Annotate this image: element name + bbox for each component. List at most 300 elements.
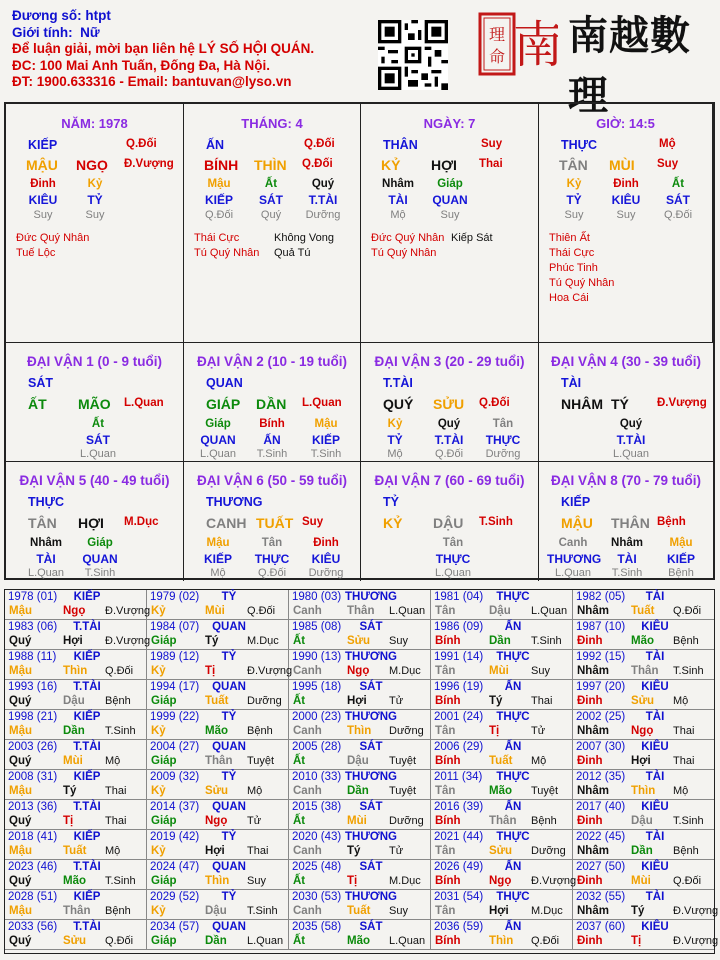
year-label: 2037 (60) xyxy=(576,921,626,933)
year-state: M.Dục xyxy=(247,635,279,647)
year-label: 2012 (35) xyxy=(576,771,626,783)
year-chi: Hợi xyxy=(63,635,83,647)
year-star: KIÊU xyxy=(641,861,669,873)
shen-sha-good: Đức Quý Nhân xyxy=(16,232,90,244)
year-state: Thai xyxy=(673,725,695,737)
year-star: T.TÀI xyxy=(73,741,101,753)
year-star: T.TÀI xyxy=(73,621,101,633)
red-seal xyxy=(478,10,558,78)
year-chi: Dậu xyxy=(489,605,511,617)
year-state: Dưỡng xyxy=(389,725,424,737)
year-star: KIÊU xyxy=(641,681,669,693)
dai-van-title: ĐẠI VẬN 3 (20 - 29 tuổi) xyxy=(374,354,525,369)
year-state: Mộ xyxy=(531,755,547,767)
dai-van-chi: MÃO xyxy=(78,396,111,412)
year-cell xyxy=(147,770,289,800)
owner-name: Đương số: htpt xyxy=(12,8,111,23)
year-state: Tuyệt xyxy=(389,785,417,797)
year-cell xyxy=(289,710,431,740)
year-star: SÁT xyxy=(359,801,383,813)
svg-text:理: 理 xyxy=(488,25,506,44)
hidden-star: THƯƠNG xyxy=(547,552,602,566)
year-cell xyxy=(573,740,714,770)
year-cell xyxy=(431,890,573,920)
year-star: TỶ xyxy=(221,711,237,723)
year-star: QUAN xyxy=(212,921,246,933)
hidden-star: KIẾP xyxy=(666,552,695,566)
year-star: TÀI xyxy=(645,711,665,723)
year-cell xyxy=(431,740,573,770)
shen-sha-good: Hoa Cái xyxy=(549,292,589,304)
pillar-can: MẬU xyxy=(26,157,58,173)
hidden-state: T.Sinh xyxy=(611,567,643,579)
year-label: 1982 (05) xyxy=(576,591,626,603)
year-chi: Dậu xyxy=(347,755,369,767)
year-star: THƯƠNG xyxy=(345,771,397,783)
year-chi: Sửu xyxy=(489,845,513,857)
hidden-can: Mậu xyxy=(207,178,231,190)
year-chi: Tý xyxy=(631,905,645,917)
year-star: TỶ xyxy=(221,591,237,603)
year-star: QUAN xyxy=(212,861,246,873)
year-cell xyxy=(5,740,147,770)
hidden-state: Suy xyxy=(440,209,460,221)
year-label: 1978 (01) xyxy=(8,591,58,603)
year-chi: Mùi xyxy=(63,755,83,767)
year-label: 2019 (42) xyxy=(150,831,200,843)
pillar-star-state: Q.Đối xyxy=(304,138,335,150)
year-state: Tử xyxy=(389,695,404,707)
hidden-star: T.TÀI xyxy=(434,433,464,447)
year-chi: Mão xyxy=(631,635,654,647)
hidden-state: Q.Đối xyxy=(257,567,287,579)
dai-van-star: KIẾP xyxy=(561,495,591,509)
year-can: Quý xyxy=(9,875,32,887)
dai-van-star: T.TÀI xyxy=(383,376,413,390)
year-label: 2004 (27) xyxy=(150,741,200,753)
year-label: 2016 (39) xyxy=(434,801,484,813)
year-state: Mộ xyxy=(105,845,121,857)
dai-van-can: KỶ xyxy=(383,515,403,531)
hidden-can: Tân xyxy=(261,537,283,549)
dai-van-state: L.Quan xyxy=(302,397,342,409)
year-can: Giáp xyxy=(151,755,177,767)
year-chi: Dậu xyxy=(63,695,85,707)
year-label: 1989 (12) xyxy=(150,651,200,663)
shen-sha-good: Thái Cực xyxy=(549,247,595,259)
pillar-main-star: KIẾP xyxy=(28,138,58,152)
year-label: 2015 (38) xyxy=(292,801,342,813)
year-star: ẤN xyxy=(504,921,522,933)
year-chi: Mùi xyxy=(347,815,367,827)
year-star: KIÊU xyxy=(641,801,669,813)
year-star: ẤN xyxy=(504,741,522,753)
year-state: Q.Đối xyxy=(247,605,276,617)
dai-van-can: ẤT xyxy=(28,396,47,412)
hidden-star: KIÊU xyxy=(28,193,58,207)
hidden-star: KIÊU xyxy=(311,552,341,566)
year-label: 2018 (41) xyxy=(8,831,58,843)
year-star: TỶ xyxy=(221,831,237,843)
year-state: T.Sinh xyxy=(673,815,704,827)
hidden-star: T.TÀI xyxy=(616,433,646,447)
year-cell xyxy=(573,770,714,800)
contact-line: Để luận giải, mời bạn liên hệ LÝ SỐ HỘI QUÁN. xyxy=(12,41,315,56)
hidden-star: KIẾP xyxy=(311,433,340,447)
year-cell xyxy=(573,860,714,890)
year-chi: Hợi xyxy=(205,845,225,857)
year-star: KIẾP xyxy=(73,651,101,663)
dai-van-can: QUÝ xyxy=(383,396,414,412)
year-cell xyxy=(431,860,577,890)
year-cell xyxy=(5,860,147,890)
year-star: ẤN xyxy=(504,801,522,813)
hidden-can: Bính xyxy=(259,418,285,430)
year-cell xyxy=(289,920,431,950)
dai-van-title: ĐẠI VẬN 2 (10 - 19 tuổi) xyxy=(196,354,348,369)
year-chi: Tị xyxy=(205,665,216,677)
pillar-3 xyxy=(361,104,539,342)
year-chi: Dần xyxy=(489,635,511,647)
year-state: Đ.Vượng xyxy=(673,935,719,947)
year-state: Thai xyxy=(105,815,127,827)
year-can: Mậu xyxy=(9,725,32,737)
year-can: Đinh xyxy=(577,875,603,887)
hidden-state: Suy xyxy=(85,209,105,221)
year-label: 2005 (28) xyxy=(292,741,342,753)
year-chi: Tị xyxy=(489,725,500,737)
year-state: Dưỡng xyxy=(247,695,282,707)
dai-van-8 xyxy=(539,461,713,581)
year-label: 2026 (49) xyxy=(434,861,484,873)
year-chi: Dần xyxy=(63,725,85,737)
shen-sha-other: Quả Tú xyxy=(274,247,311,259)
year-can: Canh xyxy=(293,725,322,737)
year-star: KIẾP xyxy=(73,591,101,603)
year-state: Tử xyxy=(389,845,404,857)
hidden-state: T.Sinh xyxy=(84,567,116,579)
shen-sha-good: Tú Quý Nhân xyxy=(371,247,437,259)
year-state: T.Sinh xyxy=(673,665,704,677)
year-label: 2023 (46) xyxy=(8,861,58,873)
dai-van-6 xyxy=(184,461,361,581)
year-cell xyxy=(5,680,147,710)
year-star: THỰC xyxy=(496,651,530,663)
year-cell xyxy=(289,680,431,710)
year-can: Nhâm xyxy=(577,725,609,737)
year-cell xyxy=(5,710,147,740)
year-chi: Mão xyxy=(347,935,370,947)
year-label: 1997 (20) xyxy=(576,681,626,693)
hidden-state: L.Quan xyxy=(199,448,237,460)
year-state: Mộ xyxy=(673,695,689,707)
year-can: Bính xyxy=(435,935,461,947)
gender-value: Nữ xyxy=(80,24,100,40)
year-chi: Hợi xyxy=(631,755,651,767)
year-can: Mậu xyxy=(9,785,32,797)
year-star: THỰC xyxy=(496,891,530,903)
year-chi: Mùi xyxy=(205,605,225,617)
year-chi: Thân xyxy=(631,665,659,677)
year-label: 1990 (13) xyxy=(292,651,342,663)
year-state: Suy xyxy=(247,875,266,887)
year-label: 2000 (23) xyxy=(292,711,342,723)
qr-code[interactable] xyxy=(378,20,448,90)
shen-sha-good: Phúc Tinh xyxy=(549,262,598,274)
dai-van-2 xyxy=(184,342,361,462)
year-can: Ất xyxy=(293,875,306,887)
year-chi: Tý xyxy=(489,695,503,707)
year-state: Thai xyxy=(247,845,269,857)
year-star: TỶ xyxy=(221,651,237,663)
hidden-can: Đinh xyxy=(313,537,339,549)
year-chi: Dần xyxy=(205,935,227,947)
pillar-chi-state: Thai xyxy=(479,158,503,170)
dai-van-can: CANH xyxy=(206,515,247,531)
year-can: Canh xyxy=(293,665,322,677)
year-label: 2006 (29) xyxy=(434,741,484,753)
year-state: L.Quan xyxy=(389,935,426,947)
pillar-chi-state: Q.Đối xyxy=(302,158,333,170)
year-cell xyxy=(289,620,431,650)
pillar-star-state: Mộ xyxy=(659,138,676,150)
year-cell xyxy=(5,830,147,860)
year-state: Thai xyxy=(105,785,127,797)
hidden-star: QUAN xyxy=(82,552,118,566)
year-state: Bệnh xyxy=(247,725,273,737)
year-star: KIẾP xyxy=(73,771,101,783)
shen-sha-good: Tú Quý Nhân xyxy=(194,247,260,259)
year-cell xyxy=(5,800,147,830)
year-chi: Sửu xyxy=(63,935,87,947)
year-label: 1992 (15) xyxy=(576,651,626,663)
year-can: Giáp xyxy=(151,815,177,827)
year-chi: Thân xyxy=(205,755,233,767)
pillar-chi: THÌN xyxy=(254,157,287,173)
pillar-title: NGÀY: 7 xyxy=(423,116,476,131)
hidden-can: Ất xyxy=(91,418,105,430)
hidden-can: Nhâm xyxy=(30,537,62,549)
year-can: Tân xyxy=(435,725,456,737)
year-label: 2025 (48) xyxy=(292,861,342,873)
year-chi: Dậu xyxy=(631,815,653,827)
year-star: KIẾP xyxy=(73,711,101,723)
year-state: Đ.Vượng xyxy=(247,665,293,677)
year-star: TÀI xyxy=(645,771,665,783)
hidden-can: Quý xyxy=(311,178,335,190)
year-chi: Thìn xyxy=(205,875,230,887)
year-star: ẤN xyxy=(504,621,522,633)
year-can: Tân xyxy=(435,665,456,677)
year-cell xyxy=(573,830,714,860)
hidden-star: SÁT xyxy=(259,193,283,207)
year-cell xyxy=(431,590,573,620)
year-chi: Hợi xyxy=(489,905,509,917)
dai-van-chi: TÝ xyxy=(611,396,629,412)
year-state: Tuyệt xyxy=(531,785,559,797)
year-can: Ất xyxy=(293,815,306,827)
hidden-star: TÀI xyxy=(388,193,408,207)
year-label: 1981 (04) xyxy=(434,591,484,603)
year-can: Bính xyxy=(435,815,461,827)
year-label: 2022 (45) xyxy=(576,831,626,843)
pillar-chi: MÙI xyxy=(609,157,635,173)
year-cell xyxy=(573,590,714,620)
year-label: 1979 (02) xyxy=(150,591,200,603)
hidden-can: Ất xyxy=(264,178,278,190)
year-chi: Tuất xyxy=(63,845,87,857)
hidden-can: Quý xyxy=(619,418,643,430)
year-can: Quý xyxy=(9,935,32,947)
year-state: Bệnh xyxy=(673,635,699,647)
dai-van-chi: TUẤT xyxy=(256,515,294,531)
year-can: Ất xyxy=(293,635,306,647)
year-chi: Ngọ xyxy=(63,605,86,617)
year-label: 1998 (21) xyxy=(8,711,58,723)
year-can: Kỷ xyxy=(151,725,166,737)
year-state: Q.Đối xyxy=(673,605,702,617)
pillar-star-state: Suy xyxy=(481,138,503,150)
year-can: Đinh xyxy=(577,635,603,647)
year-star: SÁT xyxy=(359,681,383,693)
shen-sha-good: Tuế Lộc xyxy=(16,247,56,259)
year-label: 2029 (52) xyxy=(150,891,200,903)
pillar-star-state: Q.Đối xyxy=(126,138,157,150)
hidden-star: T.TÀI xyxy=(308,193,338,207)
year-label: 2003 (26) xyxy=(8,741,58,753)
year-chi: Mùi xyxy=(489,665,509,677)
gender-label: Giới tính: xyxy=(12,24,73,40)
year-can: Mậu xyxy=(9,665,32,677)
year-cell xyxy=(573,710,714,740)
year-can: Nhâm xyxy=(577,845,609,857)
year-can: Mậu xyxy=(9,905,32,917)
pillar-can: TÂN xyxy=(559,157,588,173)
year-state: Thai xyxy=(673,755,695,767)
year-table xyxy=(4,589,719,954)
year-chi: Tuất xyxy=(489,755,513,767)
year-cell xyxy=(289,890,431,920)
year-chi: Tuất xyxy=(631,605,655,617)
year-can: Tân xyxy=(435,785,456,797)
year-star: T.TÀI xyxy=(73,921,101,933)
pillar-chi: HỢI xyxy=(431,157,457,173)
dai-van-title: ĐẠI VẬN 1 (0 - 9 tuổi) xyxy=(26,354,162,369)
pillar-can: BÍNH xyxy=(204,157,239,173)
year-star: KIÊU xyxy=(641,921,669,933)
year-star: SÁT xyxy=(359,741,383,753)
year-label: 1986 (09) xyxy=(434,621,484,633)
dai-van-chi: SỬU xyxy=(433,396,465,412)
pillar-title: THÁNG: 4 xyxy=(241,116,303,131)
hidden-can: Mậu xyxy=(314,418,338,430)
hidden-state: Mộ xyxy=(387,448,403,460)
year-state: Bệnh xyxy=(105,905,131,917)
hidden-can: Ất xyxy=(671,178,685,190)
year-can: Tân xyxy=(435,605,456,617)
year-state: Q.Đối xyxy=(531,935,560,947)
year-star: TÀI xyxy=(645,831,665,843)
year-can: Canh xyxy=(293,605,322,617)
year-cell xyxy=(289,770,431,800)
year-cell xyxy=(5,650,147,680)
year-chi: Sửu xyxy=(631,695,655,707)
year-chi: Thìn xyxy=(63,665,88,677)
pillar-4 xyxy=(539,104,713,342)
year-chi: Tý xyxy=(205,635,219,647)
hidden-can: Đinh xyxy=(613,178,639,190)
dai-van-state: Bệnh xyxy=(657,516,686,528)
year-cell xyxy=(147,890,289,920)
year-cell xyxy=(289,860,431,890)
hidden-star: TỶ xyxy=(566,193,582,207)
dai-van-star: TÀI xyxy=(561,376,582,390)
year-label: 2036 (59) xyxy=(434,921,484,933)
year-cell xyxy=(147,620,289,650)
year-chi: Thân xyxy=(63,905,91,917)
year-label: 2021 (44) xyxy=(434,831,484,843)
year-state: Bệnh xyxy=(105,695,131,707)
year-can: Bính xyxy=(435,695,461,707)
hidden-state: Dưỡng xyxy=(485,448,521,460)
dai-van-can: GIÁP xyxy=(206,396,241,412)
year-state: Dưỡng xyxy=(389,815,424,827)
year-state: T.Sinh xyxy=(105,875,136,887)
year-star: QUAN xyxy=(212,681,246,693)
hidden-can: Mậu xyxy=(669,537,693,549)
year-cell xyxy=(573,680,714,710)
year-star: TỶ xyxy=(221,891,237,903)
year-can: Bính xyxy=(435,755,461,767)
phone-email-line: ĐT: 1900.633316 - Email: bantuvan@lyso.vn xyxy=(12,74,292,89)
dai-van-state: Q.Đối xyxy=(479,397,510,409)
dai-van-state: Suy xyxy=(302,516,324,528)
hidden-star: TÀI xyxy=(617,552,637,566)
year-chi: Sửu xyxy=(347,635,371,647)
hidden-star: THỰC xyxy=(485,433,521,447)
year-chi: Tị xyxy=(63,815,74,827)
year-label: 1999 (22) xyxy=(150,711,200,723)
shen-sha-good: Đức Quý Nhân xyxy=(371,232,445,244)
year-cell xyxy=(289,590,431,620)
hidden-can: Kỷ xyxy=(387,418,403,430)
year-chi: Mão xyxy=(489,785,512,797)
hidden-state: Quý xyxy=(260,209,282,221)
year-state: Đ.Vượng xyxy=(105,635,151,647)
year-state: T.Sinh xyxy=(247,905,278,917)
year-label: 2010 (33) xyxy=(292,771,342,783)
year-star: ẤN xyxy=(504,861,522,873)
hidden-can: Canh xyxy=(558,537,588,549)
hidden-star: KIÊU xyxy=(611,193,641,207)
year-can: Kỷ xyxy=(151,905,166,917)
address-line: ĐC: 100 Mai Anh Tuấn, Đống Đa, Hà Nội. xyxy=(12,57,271,73)
year-star: KIÊU xyxy=(641,741,669,753)
year-label: 1983 (06) xyxy=(8,621,58,633)
year-can: Quý xyxy=(9,635,32,647)
hidden-can: Đinh xyxy=(30,178,56,190)
hidden-star: TỶ xyxy=(87,193,103,207)
year-star: KIẾP xyxy=(73,891,101,903)
hidden-state: Q.Đối xyxy=(204,209,234,221)
year-star: KIẾP xyxy=(73,831,101,843)
dai-van-can: TÂN xyxy=(28,515,57,531)
hidden-can: Giáp xyxy=(205,418,231,430)
hidden-can: Kỷ xyxy=(566,178,582,190)
dai-van-title: ĐẠI VẬN 8 (70 - 79 tuổi) xyxy=(550,473,702,488)
dai-van-can: NHÂM xyxy=(561,396,603,412)
year-label: 2024 (47) xyxy=(150,861,200,873)
